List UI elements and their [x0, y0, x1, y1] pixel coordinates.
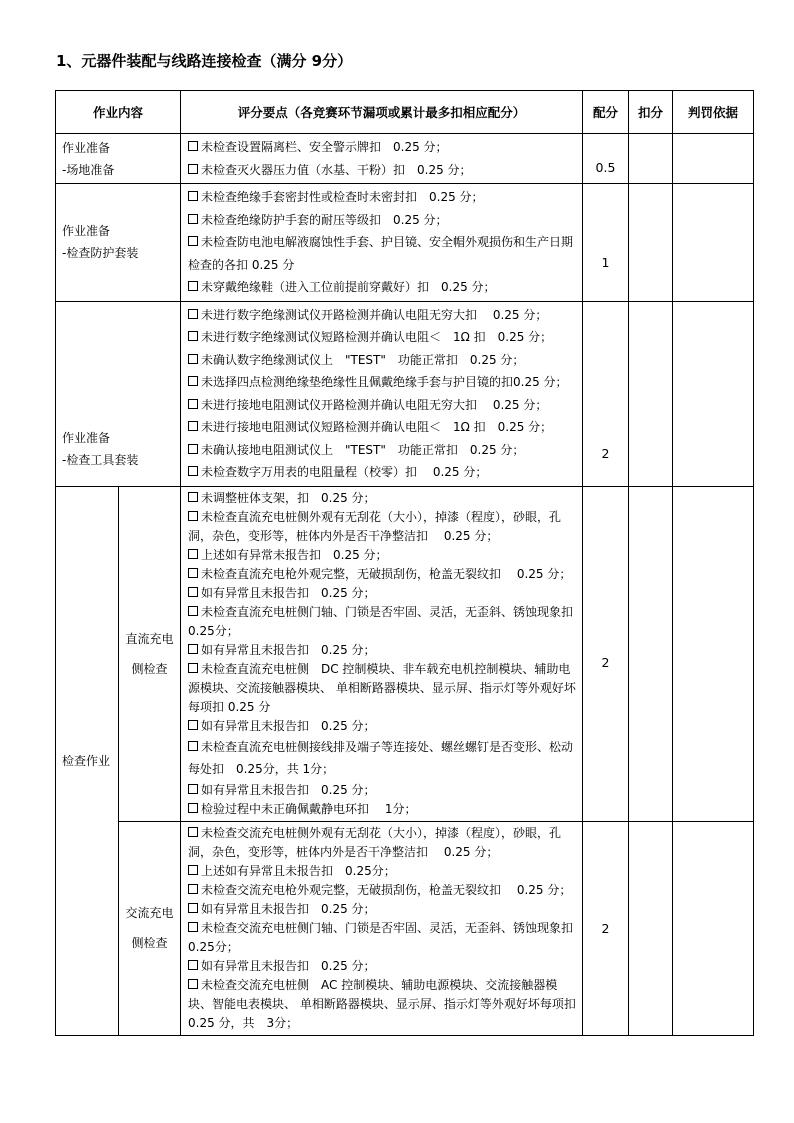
header-row — [56, 91, 754, 134]
checkbox-icon[interactable] — [188, 884, 198, 894]
list-item: 如有异常且未报告扣 0.25 分； — [188, 781, 579, 800]
deduct-cell[interactable] — [629, 134, 673, 184]
subcategory-line: 侧检查 — [131, 936, 168, 950]
category-line: -场地准备 — [62, 162, 115, 177]
basis-cell[interactable] — [673, 821, 754, 1035]
score-value: 2 — [583, 486, 629, 821]
list-item: 未检查交流充电桩侧 AC 控制模块、辅助电源模块、交流接触器模块、智能电表模块、 单相断路器模块、显示屏、指示灯等外观好坏每项扣 0.25 分，共 3分； — [188, 977, 576, 1030]
header-basis: 判罚依据 — [673, 91, 754, 134]
list-item: 未调整桩体支架，扣 0.25 分； — [188, 489, 579, 508]
list-item: 未进行数字绝缘测试仪短路检测并确认电阻＜ 1Ω 扣 0.25 分； — [188, 326, 579, 349]
checkbox-icon[interactable] — [188, 803, 198, 813]
checkbox-icon[interactable] — [188, 309, 198, 319]
category-line: 作业准备 — [62, 430, 111, 445]
checkbox-icon[interactable] — [188, 549, 198, 559]
category-line: 检查作业 — [62, 753, 111, 768]
score-value: 2 — [583, 821, 629, 1035]
list-item: 未检查设置隔离栏、安全警示牌扣 0.25 分； — [188, 136, 579, 159]
list-item: 未穿戴绝缘鞋（进入工位前提前穿戴好）扣 0.25 分； — [188, 276, 579, 299]
list-item: 如有异常且未报告扣 0.25 分； — [188, 957, 579, 976]
list-item: 未选择四点检测绝缘垫绝缘性且佩戴绝缘手套与护目镜的扣0.25 分； — [188, 371, 579, 394]
category-cell — [56, 301, 181, 486]
checkbox-icon[interactable] — [188, 141, 198, 151]
list-item: 未检查直流充电桩侧接线排及端子等连接处、螺丝螺钉是否变形、松动每处扣 0.25分，共 1分； — [188, 739, 574, 776]
deduct-cell[interactable] — [629, 301, 673, 486]
checkbox-icon[interactable] — [188, 606, 198, 616]
list-item: 未进行接地电阻测试仪短路检测并确认电阻＜ 1Ω 扣 0.25 分； — [188, 416, 579, 439]
checkbox-icon[interactable] — [188, 466, 198, 476]
table-row — [56, 301, 754, 486]
header-points: 评分要点（各竞赛环节漏项或累计最多扣相应配分） — [181, 91, 583, 134]
list-item: 检验过程中未正确佩戴静电环扣 1分； — [188, 800, 579, 819]
basis-cell[interactable] — [673, 134, 754, 184]
deduct-cell[interactable] — [629, 486, 673, 821]
basis-cell[interactable] — [673, 184, 754, 302]
subcategory-line: 交流充电 — [125, 906, 174, 920]
list-item: 未检查交流充电枪外观完整，无破损刮伤，枪盖无裂纹扣 0.25 分； — [188, 881, 579, 900]
list-item: 未检查交流充电桩侧外观有无刮花（大小），掉漆（程度），砂眼，孔洞，杂色，变形等，桩体内外是否干净整洁扣 0.25 分； — [188, 825, 562, 859]
category-line: -检查防护套装 — [62, 246, 139, 261]
checkbox-icon[interactable] — [188, 164, 198, 174]
list-item: 未检查防电池电解液腐蚀性手套、护目镜、安全帽外观损伤和生产日期检查的各扣 0.25 分 — [188, 235, 574, 272]
table-row — [56, 821, 754, 1035]
list-item: 未检查直流充电桩侧门轴、门锁是否牢固、灵活，无歪斜、锈蚀现象扣 0.25分； — [188, 604, 586, 638]
list-item: 未检查绝缘手套密封性或检查时未密封扣 0.25 分； — [188, 186, 579, 209]
checkbox-icon[interactable] — [188, 511, 198, 521]
subcategory-line: 侧检查 — [131, 661, 168, 676]
list-item: 如有异常且未报告扣 0.25 分； — [188, 584, 579, 603]
checkbox-icon[interactable] — [188, 331, 198, 341]
basis-cell[interactable] — [673, 301, 754, 486]
checkbox-icon[interactable] — [188, 663, 198, 673]
checkbox-icon[interactable] — [188, 421, 198, 431]
table-row — [56, 486, 754, 821]
checkbox-icon[interactable] — [188, 903, 198, 913]
table-row — [56, 184, 754, 302]
checkbox-icon[interactable] — [188, 191, 198, 201]
category-cell — [56, 134, 181, 184]
points-cell — [181, 301, 583, 486]
subcategory-cell — [119, 821, 181, 1035]
category-cell — [56, 486, 119, 1035]
checkbox-icon[interactable] — [188, 587, 198, 597]
checkbox-icon[interactable] — [188, 644, 198, 654]
checkbox-icon[interactable] — [188, 784, 198, 794]
checkbox-icon[interactable] — [188, 444, 198, 454]
checkbox-icon[interactable] — [188, 399, 198, 409]
list-item: 上述如有异常且未报告扣 0.25分； — [188, 862, 579, 881]
list-item: 未进行数字绝缘测试仪开路检测并确认电阻无穷大扣 0.25 分； — [188, 304, 579, 327]
list-item: 未检查数字万用表的电阻量程（校零）扣 0.25 分； — [188, 461, 579, 484]
deduct-cell[interactable] — [629, 821, 673, 1035]
checkbox-icon[interactable] — [188, 960, 198, 970]
checkbox-icon[interactable] — [188, 376, 198, 386]
category-cell — [56, 184, 181, 302]
table-row — [56, 134, 754, 184]
list-item: 未检查直流充电枪外观完整，无破损刮伤，枪盖无裂纹扣 0.25 分； — [188, 565, 579, 584]
list-item: 未检查直流充电桩侧 DC 控制模块、非车载充电机控制模块、辅助电源模块、交流接触器模块、 单相断路器模块、显示屏、指示灯等外观好坏每项扣 0.25 分 — [188, 661, 576, 714]
checkbox-icon[interactable] — [188, 741, 198, 751]
list-item: 如有异常且未报告扣 0.25 分； — [188, 641, 579, 660]
header-content: 作业内容 — [56, 91, 181, 134]
checkbox-icon[interactable] — [188, 281, 198, 291]
list-item: 未检查交流充电桩侧门轴、门锁是否牢固、灵活，无歪斜、锈蚀现象扣 0.25分； — [188, 920, 586, 954]
subcategory-cell — [119, 486, 181, 821]
subcategory-line: 直流充电 — [125, 631, 174, 646]
list-item: 未检查灭火器压力值（水基、干粉）扣 0.25 分； — [188, 159, 579, 182]
checkbox-icon[interactable] — [188, 236, 198, 246]
checkbox-icon[interactable] — [188, 979, 198, 989]
list-item: 未检查绝缘防护手套的耐压等级扣 0.25 分； — [188, 209, 579, 232]
points-cell — [181, 184, 583, 302]
section-heading: 1、元器件装配与线路连接检查（满分 9分） — [56, 52, 353, 70]
list-item: 如有异常且未报告扣 0.25 分； — [188, 900, 579, 919]
basis-cell[interactable] — [673, 486, 754, 821]
score-value: 1 — [583, 184, 629, 302]
category-line: 作业准备 — [62, 224, 111, 239]
header-score: 配分 — [583, 91, 629, 134]
checkbox-icon[interactable] — [188, 827, 198, 837]
category-line: 作业准备 — [62, 140, 111, 155]
checkbox-icon[interactable] — [188, 922, 198, 932]
checkbox-icon[interactable] — [188, 354, 198, 364]
points-cell — [181, 821, 586, 1035]
checkbox-icon[interactable] — [188, 865, 198, 875]
checkbox-icon[interactable] — [188, 492, 198, 502]
score-value: 0.5 — [583, 134, 629, 184]
deduct-cell[interactable] — [629, 184, 673, 302]
scoring-table — [55, 90, 754, 1036]
points-cell — [181, 486, 586, 821]
list-item: 如有异常且未报告扣 0.25 分； — [188, 717, 579, 736]
list-item: 上述如有异常未报告扣 0.25 分； — [188, 546, 579, 565]
checkbox-icon[interactable] — [188, 214, 198, 224]
checkbox-icon[interactable] — [188, 568, 198, 578]
list-item: 未检查直流充电桩侧外观有无刮花（大小），掉漆（程度），砂眼，孔洞，杂色，变形等，桩体内外是否干净整洁扣 0.25 分； — [188, 509, 562, 543]
score-value: 2 — [583, 301, 629, 486]
checkbox-icon[interactable] — [188, 720, 198, 730]
list-item: 未确认数字绝缘测试仪上 "TEST" 功能正常扣 0.25 分； — [188, 349, 579, 372]
category-line: -检查工具套装 — [62, 452, 139, 467]
header-deduct: 扣分 — [629, 91, 673, 134]
points-cell — [181, 134, 583, 184]
list-item: 未进行接地电阻测试仪开路检测并确认电阻无穷大扣 0.25 分； — [188, 394, 579, 417]
list-item: 未确认接地电阻测试仪上 "TEST" 功能正常扣 0.25 分； — [188, 439, 579, 462]
